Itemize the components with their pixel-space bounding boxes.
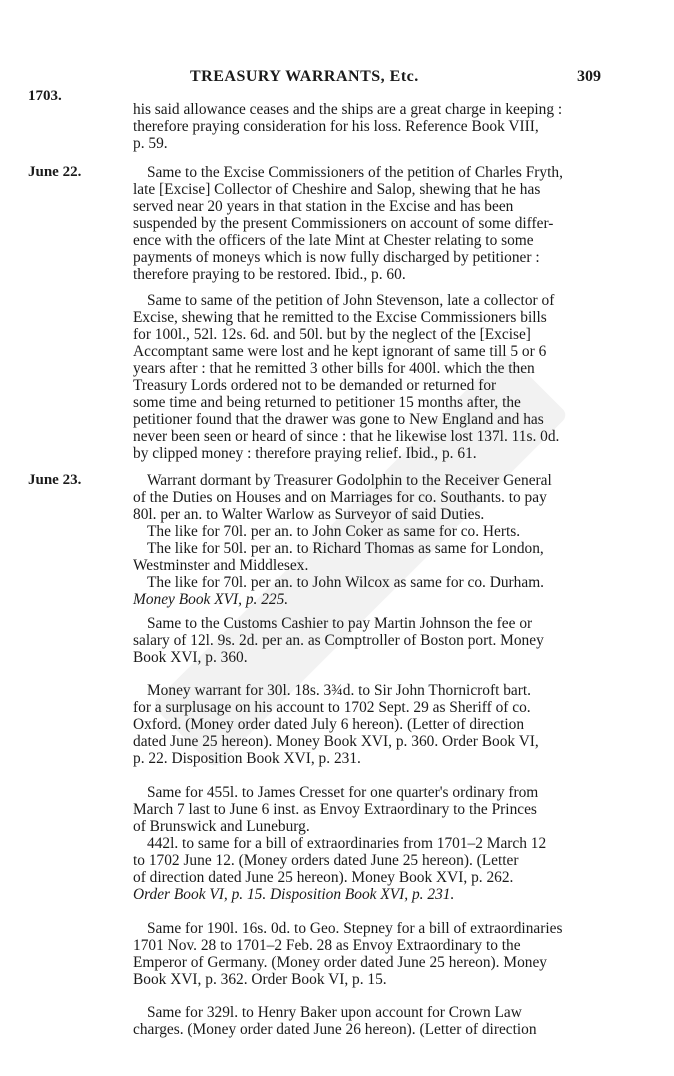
entry-paragraph [133,1004,573,1038]
entry-paragraph [133,682,573,767]
margin-date: June 22. [28,164,82,180]
text-line: served near 20 years in that station in the Excise and has been [133,198,514,215]
text-line: Accomptant same were lost and he kept ignorant of same till 5 or 6 [133,343,547,360]
text-line: Same for 190l. 16s. 0d. to Geo. Stepney for a bill of extraordinaries [147,920,563,937]
text-line: therefore praying to be restored. Ibid., p. 60. [133,266,406,283]
entry-paragraph [133,164,573,283]
text-line: Same for 455l. to James Cresset for one quarter's ordinary from [147,784,539,801]
entry-paragraph [133,472,573,608]
text-line: ence with the officers of the late Mint at Chester relating to some [133,232,534,249]
text-line: for 100l., 52l. 12s. 6d. and 50l. but by the neglect of the [Excise] [133,326,531,343]
text-line: The like for 50l. per an. to Richard Thomas as same for London, [147,540,544,557]
text-line: to 1702 June 12. (Money orders dated June 25 hereon). (Letter [133,852,519,869]
entry-paragraph [133,920,573,988]
margin-date: June 23. [28,472,82,488]
text-line: Westminster and Middlesex. [133,557,309,574]
entry-paragraph [133,615,573,666]
text-line: Warrant dormant by Treasurer Godolphin to the Receiver General [147,472,552,489]
entry-paragraph [133,101,573,152]
text-line: petitioner found that the drawer was gone to New England and has [133,411,544,428]
text-line: Same to the Excise Commissioners of the petition of Charles Fryth, [147,164,563,181]
text-line: The like for 70l. per an. to John Wilcox as same for co. Durham. [147,574,545,591]
text-line: his said allowance ceases and the ships are a great charge in keeping : [133,101,563,118]
text-line: Excise, shewing that he remitted to the Excise Commissioners bills [133,309,547,326]
text-line: by clipped money : therefore praying relief. Ibid., p. 61. [133,445,477,462]
text-line: 1701 Nov. 28 to 1701–2 Feb. 28 as Envoy Extraordinary to the [133,937,521,954]
text-line: Money Book XVI, p. 225. [133,591,289,608]
header-year: 1703. [28,88,62,104]
page-number: 309 [577,68,601,85]
text-line: some time and being returned to petitioner 15 months after, the [133,394,521,411]
text-line: The like for 70l. per an. to John Coker as same for co. Herts. [147,523,521,540]
entry-paragraph [133,784,573,903]
text-line: Book XVI, p. 362. Order Book VI, p. 15. [133,971,387,988]
text-line: Order Book VI, p. 15. Disposition Book XVI, p. 231. [133,886,455,903]
text-line: suspended by the present Commissioners on account of some differ- [133,215,554,232]
text-line: of Brunswick and Luneburg. [133,818,310,835]
text-line: of direction dated June 25 hereon). Money Book XVI, p. 262. [133,869,514,886]
text-line: charges. (Money order dated June 26 hereon). (Letter of direction [133,1021,537,1038]
text-line: never been seen or heard of since : that he likewise lost 137l. 11s. 0d. [133,428,560,445]
text-line: March 7 last to June 6 inst. as Envoy Extraordinary to the Princes [133,801,537,818]
text-line: of the Duties on Houses and on Marriages for co. Southants. to pay [133,489,547,506]
text-line: Treasury Lords ordered not to be demanded or returned for [133,377,497,394]
text-line: dated June 25 hereon). Money Book XVI, p. 360. Order Book VI, [133,733,539,750]
entry-paragraph [133,292,573,462]
text-line: late [Excise] Collector of Cheshire and Salop, shewing that he has [133,181,541,198]
text-line: Same to same of the petition of John Stevenson, late a collector of [147,292,555,309]
text-line: 442l. to same for a bill of extraordinaries from 1701–2 March 12 [147,835,547,852]
text-line: Money warrant for 30l. 18s. 3¾d. to Sir John Thornicroft bart. [147,682,531,699]
text-line: for a surplusage on his account to 1702 Sept. 29 as Sheriff of co. [133,699,531,716]
text-line: p. 22. Disposition Book XVI, p. 231. [133,750,361,767]
text-line: Emperor of Germany. (Money order dated June 25 hereon). Money [133,954,547,971]
text-line: years after : that he remitted 3 other bills for 400l. which the then [133,360,535,377]
text-line: Oxford. (Money order dated July 6 hereon). (Letter of direction [133,716,525,733]
text-line: Same to the Customs Cashier to pay Martin Johnson the fee or [147,615,533,632]
text-line: therefore praying consideration for his loss. Reference Book VIII, [133,118,539,135]
text-line: 80l. per an. to Walter Warlow as Surveyor of said Duties. [133,506,485,523]
text-line: p. 59. [133,135,168,152]
text-line: payments of moneys which is now fully discharged by petitioner : [133,249,540,266]
text-line: Book XVI, p. 360. [133,649,248,666]
text-line: Same for 329l. to Henry Baker upon account for Crown Law [147,1004,522,1021]
running-head: TREASURY WARRANTS, Etc. [190,68,419,85]
text-line: salary of 12l. 9s. 2d. per an. as Comptroller of Boston port. Money [133,632,544,649]
